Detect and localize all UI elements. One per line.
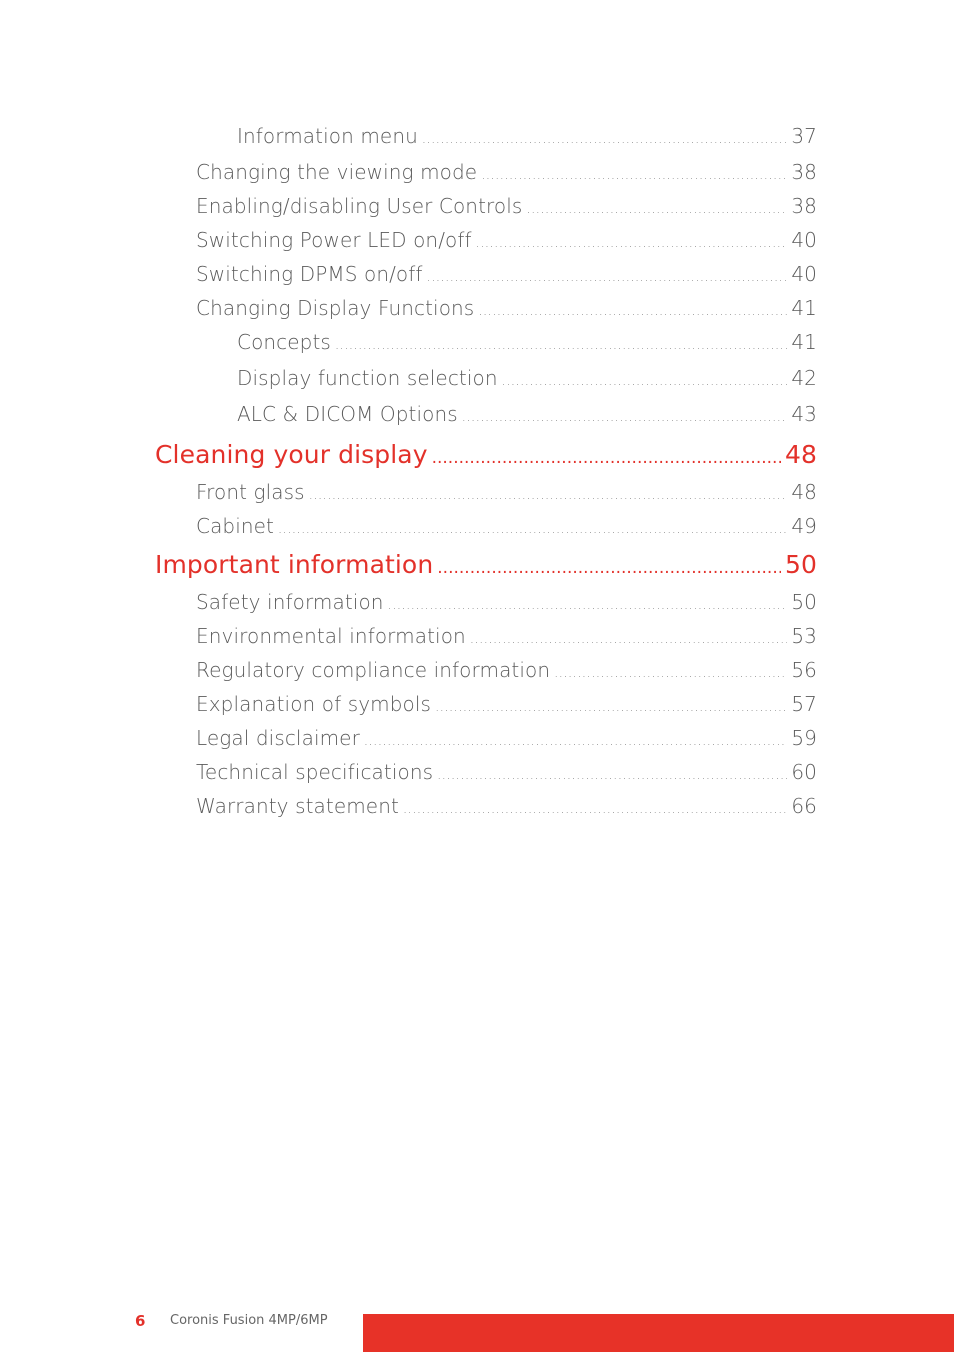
toc-entry-title: Enabling/disabling User Controls	[196, 194, 523, 218]
toc-entry-page: 38	[791, 194, 817, 218]
toc-entry[interactable]	[155, 330, 817, 366]
toc-entry-title: Switching DPMS on/off	[196, 262, 423, 286]
toc-entry-page: 57	[791, 692, 817, 716]
toc-entry-page: 56	[791, 658, 817, 682]
toc-entry[interactable]	[155, 402, 817, 438]
toc-entry-title: Legal disclaimer	[196, 726, 360, 750]
toc-entry-page: 37	[791, 124, 817, 148]
toc-leader-dots	[476, 236, 788, 251]
footer-product-name: Coronis Fusion 4MP/6MP	[170, 1313, 328, 1328]
toc-chapter-page: 48	[784, 440, 817, 469]
toc-leader-dots	[364, 734, 787, 749]
toc-leader-dots	[388, 598, 788, 613]
toc-entry-title: Cabinet	[196, 514, 274, 538]
toc-leader-dots	[526, 202, 787, 217]
toc-entry-page: 40	[791, 262, 817, 286]
toc-entry-page: 48	[791, 480, 817, 504]
toc-entry-page: 41	[791, 330, 817, 354]
toc-chapter-title: Important information	[155, 550, 434, 579]
toc-entry-page: 38	[791, 160, 817, 184]
toc-entry[interactable]	[155, 514, 817, 548]
toc-entry[interactable]	[155, 124, 817, 160]
toc-entry-title: Safety information	[196, 590, 384, 614]
toc-entry-title: Changing the viewing mode	[196, 160, 478, 184]
toc-leader-dots	[427, 270, 788, 285]
toc-entry-title: ALC & DICOM Options	[237, 402, 458, 426]
toc-entry-title: Switching Power LED on/off	[196, 228, 472, 252]
toc-entry-title: Regulatory compliance information	[196, 658, 551, 682]
toc-entry[interactable]	[155, 228, 817, 262]
toc-entry[interactable]	[155, 296, 817, 330]
toc-entry-page: 43	[791, 402, 817, 426]
toc-entry[interactable]	[155, 726, 817, 760]
toc-leader-dots	[422, 132, 787, 147]
table-of-contents	[155, 124, 817, 828]
toc-leader-dots	[403, 802, 787, 817]
toc-entry[interactable]	[155, 692, 817, 726]
toc-leader-dots	[554, 666, 787, 681]
toc-entry[interactable]	[155, 160, 817, 194]
toc-entry-page: 60	[791, 760, 817, 784]
toc-leader-dots	[470, 632, 788, 647]
footer-accent-bar	[363, 1314, 954, 1352]
toc-leader-dots	[437, 558, 781, 578]
toc-leader-dots	[278, 522, 787, 537]
toc-entry-title: Explanation of symbols	[196, 692, 432, 716]
toc-entry-page: 40	[791, 228, 817, 252]
toc-leader-dots	[478, 304, 787, 319]
toc-entry-title: Information menu	[237, 124, 418, 148]
toc-entry[interactable]	[155, 480, 817, 514]
toc-entry-title: Display function selection	[237, 366, 498, 390]
toc-chapter-title: Cleaning your display	[155, 440, 428, 469]
toc-chapter[interactable]	[155, 550, 817, 590]
footer-page-number: 6	[135, 1312, 146, 1330]
toc-entry[interactable]	[155, 590, 817, 624]
toc-entry-page: 42	[791, 366, 817, 390]
toc-entry[interactable]	[155, 194, 817, 228]
toc-entry-title: Technical specifications	[196, 760, 434, 784]
toc-entry[interactable]	[155, 658, 817, 692]
toc-entry-title: Concepts	[237, 330, 331, 354]
toc-entry-title: Front glass	[196, 480, 305, 504]
toc-entry-page: 50	[791, 590, 817, 614]
toc-entry[interactable]	[155, 366, 817, 402]
toc-entry[interactable]	[155, 262, 817, 296]
toc-entry-page: 53	[791, 624, 817, 648]
toc-entry[interactable]	[155, 794, 817, 828]
toc-leader-dots	[432, 448, 781, 468]
toc-entry-page: 41	[791, 296, 817, 320]
toc-chapter[interactable]	[155, 440, 817, 480]
toc-leader-dots	[435, 700, 787, 715]
toc-leader-dots	[462, 410, 788, 425]
toc-chapter-page: 50	[784, 550, 817, 579]
toc-leader-dots	[335, 338, 787, 353]
toc-leader-dots	[481, 168, 787, 183]
toc-leader-dots	[309, 488, 788, 503]
toc-entry-title: Environmental information	[196, 624, 466, 648]
toc-leader-dots	[437, 768, 787, 783]
toc-entry[interactable]	[155, 624, 817, 658]
toc-entry[interactable]	[155, 760, 817, 794]
toc-entry-title: Warranty statement	[196, 794, 399, 818]
toc-entry-page: 59	[791, 726, 817, 750]
toc-entry-page: 66	[791, 794, 817, 818]
toc-entry-title: Changing Display Functions	[196, 296, 475, 320]
toc-leader-dots	[502, 374, 788, 389]
toc-entry-page: 49	[791, 514, 817, 538]
